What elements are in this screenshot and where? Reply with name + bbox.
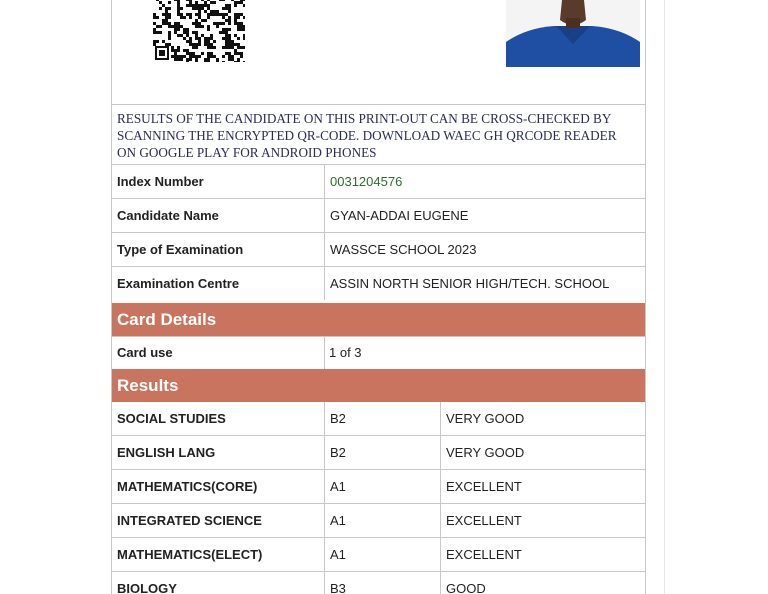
table-row: [112, 538, 645, 572]
subject-name: ENGLISH LANG: [112, 436, 325, 470]
table-row: [112, 402, 645, 436]
table-row: [112, 470, 645, 504]
subject-remark: EXCELLENT: [441, 470, 646, 504]
exam-centre-value: ASSIN NORTH SENIOR HIGH/TECH. SCHOOL: [325, 267, 646, 301]
subject-grade: A1: [325, 504, 441, 538]
results-heading: Results: [112, 369, 645, 402]
subject-grade: B2: [325, 436, 441, 470]
subject-remark: GOOD: [441, 572, 646, 594]
candidate-photo: [506, 0, 640, 67]
header-area: [112, 0, 645, 105]
index-number-label: Index Number: [112, 165, 325, 199]
exam-type-value: WASSCE SCHOOL 2023: [325, 233, 646, 267]
results-table: [112, 402, 645, 594]
table-row: [112, 165, 645, 199]
qr-code-icon: [153, 0, 245, 62]
candidate-info-table: [112, 164, 645, 300]
subject-grade: A1: [325, 538, 441, 572]
table-row: [112, 572, 645, 594]
exam-centre-label: Examination Centre: [112, 267, 325, 301]
subject-remark: VERY GOOD: [441, 436, 646, 470]
subject-remark: EXCELLENT: [441, 504, 646, 538]
subject-grade: A1: [325, 470, 441, 504]
table-row: [112, 199, 645, 233]
card-use-row: [112, 336, 645, 369]
page-edge: [664, 0, 665, 594]
candidate-name-label: Candidate Name: [112, 199, 325, 233]
table-row: [112, 267, 645, 301]
card-use-value: 1 of 3: [329, 345, 362, 360]
table-row: [112, 436, 645, 470]
subject-grade: B3: [325, 572, 441, 594]
subject-remark: EXCELLENT: [441, 538, 646, 572]
card-use-label: Card use: [117, 345, 173, 360]
subject-name: INTEGRATED SCIENCE: [112, 504, 325, 538]
subject-name: MATHEMATICS(ELECT): [112, 538, 325, 572]
subject-name: MATHEMATICS(CORE): [112, 470, 325, 504]
card-details-heading: Card Details: [112, 303, 645, 336]
subject-name: SOCIAL STUDIES: [112, 402, 325, 436]
table-row: [112, 233, 645, 267]
verification-notice: RESULTS OF THE CANDIDATE ON THIS PRINT-OUT CAN BE CROSS-CHECKED BY SCANNING THE ENCRYPTED QR-CODE. DOWNLOAD WAEC GH QRCODE READER ON GOOGLE PLAY FOR ANDROID PHONES: [117, 111, 617, 160]
subject-grade: B2: [325, 402, 441, 436]
subject-remark: VERY GOOD: [441, 402, 646, 436]
divider: [324, 337, 325, 370]
table-row: [112, 504, 645, 538]
exam-type-label: Type of Examination: [112, 233, 325, 267]
result-card: [111, 0, 646, 594]
subject-name: BIOLOGY: [112, 572, 325, 594]
index-number-value: 0031204576: [325, 165, 646, 199]
candidate-name-value: GYAN-ADDAI EUGENE: [325, 199, 646, 233]
